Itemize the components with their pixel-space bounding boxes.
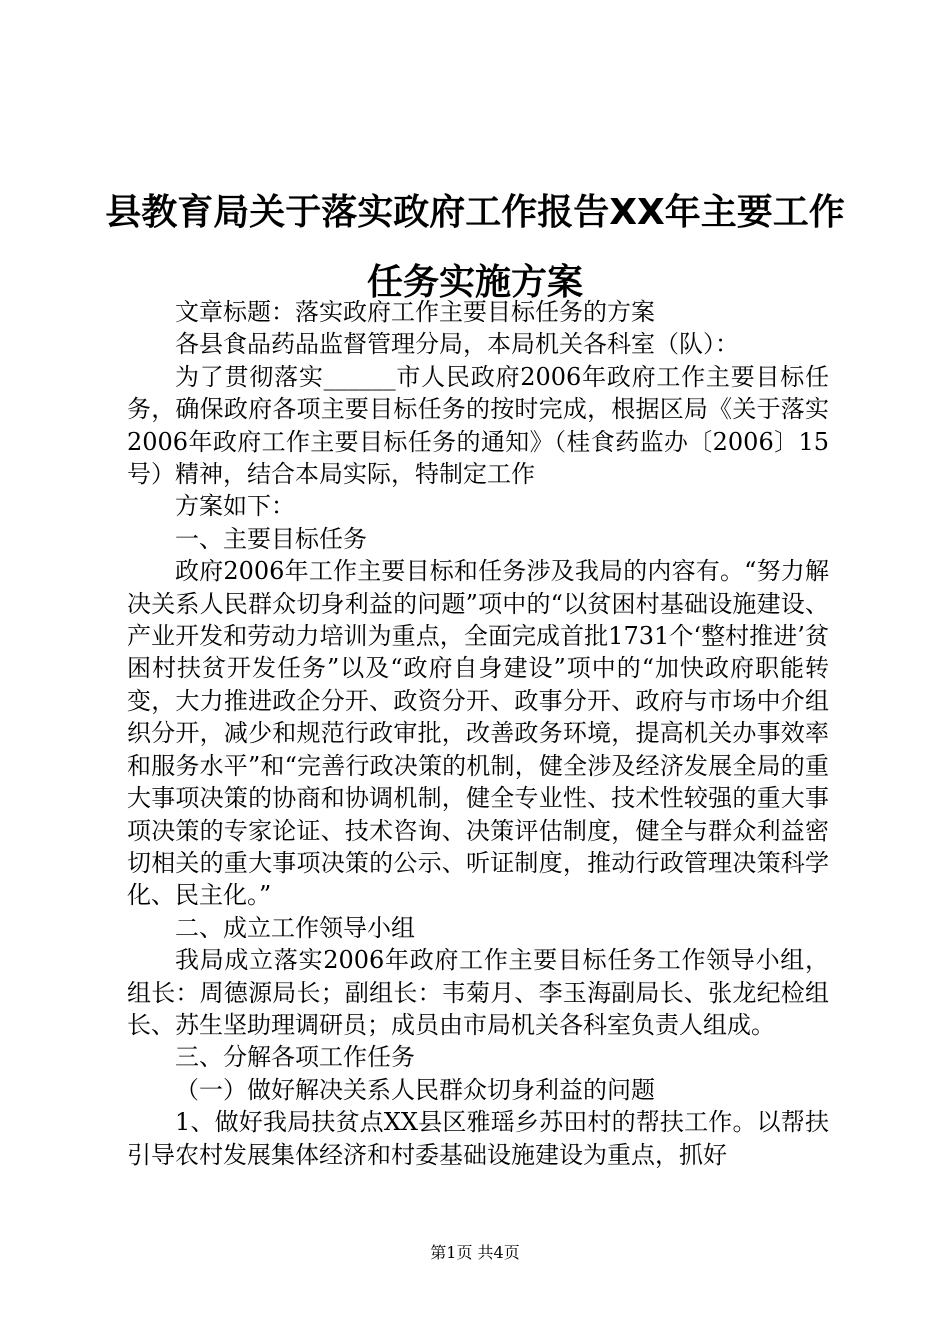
- section-1-paragraph: 政府2006年工作主要目标和任务涉及我局的内容有。“努力解决关系人民群众切身利益的问题”项中的“以贫困村基础设施建设、产业开发和劳动力培训为重点，全面完成首批1731个‘整村推进’贫困村扶贫开发任务”以及“政府自身建设”项中的“加快政府职能转变，大力推进政企分开、政资分开、政事分开、政府与市场中介组织分开，减少和规范行政审批，改善政务环境，提高机关办事效率和服务水平”和“完善行政决策的机制，健全涉及经济发展全局的重大事项决策的协商和协调机制，健全专业性、技术性较强的重大事项决策的专家论证、技术咨询、决策评估制度，健全与群众利益密切相关的重大事项决策的公示、听证制度，推动行政管理决策科学化、民主化。”: [127, 557, 829, 910]
- section-2-paragraph: 我局成立落实2006年政府工作主要目标任务工作领导小组，组长：周德源局长；副组长：韦菊月、李玉海副局长、张龙纪检组长、苏生坚助理调研员；成员由市局机关各科室负责人组成。: [127, 946, 829, 1039]
- salutation-line: 各县食品药品监督管理分局，本局机关各科室（队）：: [175, 330, 739, 359]
- item-1-paragraph: 1、做好我局扶贫点XX县区雅瑶乡苏田村的帮扶工作。以帮扶引导农村发展集体经济和村委基础设施建设为重点，抓好: [127, 1108, 829, 1169]
- document-title: 县教育局关于落实政府工作报告XX年主要工作任务实施方案: [105, 192, 845, 303]
- article-title-line: 文章标题：落实政府工作主要目标任务的方案: [175, 298, 655, 326]
- section-heading-3: 三、分解各项工作任务: [175, 1043, 415, 1072]
- section-heading-1: 一、主要目标任务: [175, 524, 367, 553]
- intro-paragraph: 为了贯彻落实______市人民政府2006年政府工作主要目标任务，确保政府各项主要目标任务的按时完成，根据区局《关于落实2006年政府工作主要目标任务的通知》（桂食药监办〔2006〕15号）精神，结合本局实际，特制定工作: [127, 362, 829, 489]
- subsection-heading-1: （一）做好解决关系人民群众切身利益的问题: [175, 1075, 655, 1104]
- page-number-footer: 第1页 共4页: [430, 1243, 520, 1262]
- document-body: [127, 296, 829, 1171]
- section-heading-2: 二、成立工作领导小组: [175, 913, 415, 942]
- intro-continuation: 方案如下：: [175, 492, 295, 521]
